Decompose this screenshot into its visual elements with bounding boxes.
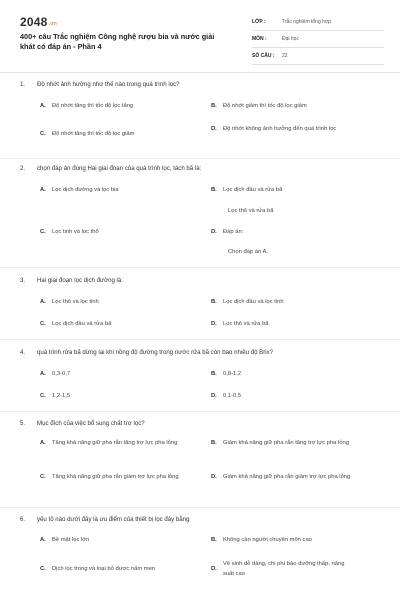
question-number: 1.: [20, 81, 26, 88]
option-text: Giảm khả năng giữ pha rắn giảm trợ lực pha lỏng: [223, 474, 351, 480]
answer-note: Chọn đáp án A.: [228, 249, 268, 255]
question-text: [20, 80, 380, 89]
option-a[interactable]: [40, 102, 182, 112]
option-c[interactable]: [40, 228, 182, 238]
option-letter: B.: [211, 103, 217, 109]
question-divider: [0, 267, 400, 268]
meta-value: 22: [282, 53, 288, 59]
option-text: 0,8-1,2: [223, 371, 242, 377]
option-text: Tăng khả năng giữ pha rắn tăng trợ lực pha lỏng: [52, 440, 178, 446]
option-c[interactable]: [40, 130, 182, 140]
question-number: 6.: [20, 516, 26, 523]
question-4: [0, 348, 400, 408]
option-c[interactable]: [40, 392, 182, 402]
question-prompt: quá trình rửa bã dừng lại khi nồng độ đường trong nước rửa bã còn bao nhiêu độ Brix?: [37, 349, 274, 356]
option-d[interactable]: [211, 228, 353, 238]
option-letter: A.: [40, 299, 46, 305]
option-letter: D.: [211, 565, 217, 572]
document-title: 400+ câu Trắc nghiệm Công nghệ rượu bia và nước giải khát có đáp án - Phần 4: [20, 32, 215, 51]
option-b[interactable]: [211, 439, 353, 449]
option-letter: D.: [211, 474, 217, 480]
option-text: Giảm khả năng giữ pha rắn tăng trợ lực pha lỏng: [223, 440, 349, 446]
option-c[interactable]: [40, 320, 182, 330]
option-letter: A.: [40, 371, 46, 377]
option-c[interactable]: [40, 473, 182, 483]
option-text: 1,2-1,5: [52, 393, 71, 399]
question-text: [20, 164, 380, 173]
option-d[interactable]: [211, 125, 353, 135]
question-6: [0, 515, 400, 595]
question-number: 3.: [20, 277, 26, 284]
meta-value: Trắc nghiệm tổng hợp: [282, 19, 331, 25]
option-text: Bề mặt lọc lớn: [52, 537, 90, 543]
option-text: Đáp án:: [223, 229, 244, 235]
meta-row-class: [252, 14, 384, 31]
question-text: [20, 515, 380, 524]
site-logo[interactable]: [20, 15, 57, 29]
option-d[interactable]: [211, 560, 353, 579]
option-letter: A.: [40, 187, 46, 193]
option-text: Lọc thô và rửa bã: [223, 321, 269, 327]
question-prompt: Độ nhớt ảnh hưởng như thế nào trong quá trình lọc?: [37, 81, 180, 88]
option-a[interactable]: [40, 370, 182, 380]
option-c[interactable]: [40, 565, 182, 575]
option-b-extra: Lọc thô và rửa bã: [228, 208, 274, 214]
question-text: [20, 276, 380, 285]
question-text: [20, 419, 380, 428]
question-divider: [0, 507, 400, 508]
option-text: 0,3-0,7: [52, 371, 71, 377]
option-letter: D.: [211, 126, 217, 132]
option-letter: B.: [211, 299, 217, 305]
option-a[interactable]: [40, 298, 182, 308]
option-letter: D.: [211, 321, 217, 327]
option-a[interactable]: [40, 186, 182, 196]
question-5: [0, 419, 400, 504]
option-a[interactable]: [40, 439, 182, 449]
option-letter: B.: [211, 371, 217, 377]
page-header: [0, 0, 400, 73]
option-text: 0,1-0,5: [223, 393, 242, 399]
option-letter: C.: [40, 474, 46, 480]
option-letter: B.: [211, 537, 217, 543]
question-prompt: Hai giai đoạn lọc dịch đường là:: [37, 277, 123, 284]
option-letter: C.: [40, 229, 46, 235]
document-meta: [252, 14, 384, 65]
logo-text: 2048: [20, 15, 48, 29]
option-b[interactable]: [211, 186, 353, 196]
option-text: Lọc dịch đường và lọc bia: [52, 187, 119, 193]
option-text: Độ nhớt không ảnh hưởng đến quá trình lọc: [223, 126, 337, 132]
option-letter: C.: [40, 131, 46, 137]
question-number: 5.: [20, 420, 26, 427]
option-b[interactable]: [211, 102, 353, 112]
option-letter: A.: [40, 537, 46, 543]
question-divider: [0, 158, 400, 159]
logo-suffix: .vn: [48, 21, 58, 27]
option-text: Lọc dịch đầu và rửa bã: [52, 321, 112, 327]
option-text: Độ nhớt giảm thì tốc độ lọc giảm: [223, 103, 307, 109]
meta-value: Đại học: [282, 36, 299, 42]
question-3: [0, 276, 400, 336]
option-letter: D.: [211, 393, 217, 399]
meta-label: LỚP :: [252, 19, 266, 25]
option-b[interactable]: [211, 536, 353, 546]
option-text: Không cần người chuyên môn cao: [223, 537, 312, 543]
question-2: [0, 164, 400, 269]
option-letter: B.: [211, 440, 217, 446]
meta-row-subject: [252, 31, 384, 48]
option-text: Lọc thô và lọc tinh: [52, 299, 99, 305]
question-prompt: chọn đáp án đúng Hai giai đoạn của quá trình lọc, tách bã là:: [37, 165, 202, 172]
option-text: Lọc dịch đầu và lọc tinh: [223, 299, 284, 305]
question-divider: [0, 339, 400, 340]
option-text: Tăng khả năng giữ pha rắn giảm trợ lực pha lỏng: [52, 474, 179, 480]
option-text: Độ nhớt tăng thì tốc độ lọc giảm: [52, 131, 135, 137]
question-number: 4.: [20, 349, 26, 356]
option-letter: C.: [40, 321, 46, 327]
meta-label: MÔN :: [252, 36, 267, 42]
option-d[interactable]: [211, 320, 353, 330]
meta-label: SỐ CÂU :: [252, 53, 275, 59]
option-d[interactable]: [211, 473, 353, 483]
question-1: [0, 80, 400, 155]
question-prompt: yếu tố nào dưới đây là ưu điểm của thiết bị lọc đáy bằng: [37, 516, 190, 523]
option-letter: C.: [40, 566, 46, 572]
option-text: Lọc dịch đầu và rửa bã: [223, 187, 283, 193]
option-b[interactable]: [211, 370, 353, 380]
question-prompt: Mục đích của việc bổ sung chất trợ lọc?: [37, 420, 145, 427]
option-letter: B.: [211, 187, 217, 193]
option-d[interactable]: [211, 392, 353, 402]
meta-row-count: [252, 48, 384, 65]
option-b[interactable]: [211, 298, 353, 308]
option-text: Vệ sinh dễ dàng, chi phí bảo dưỡng thấp, năng suất cao: [223, 561, 345, 577]
question-divider: [0, 411, 400, 412]
question-text: [20, 348, 380, 357]
option-text: Dịch lọc trong và loại bỏ được nấm men: [52, 566, 156, 572]
option-a[interactable]: [40, 536, 182, 546]
question-number: 2.: [20, 165, 26, 172]
option-letter: A.: [40, 103, 46, 109]
option-text: Lọc tinh và lọc thô: [52, 229, 99, 235]
option-letter: C.: [40, 393, 46, 399]
option-text: Độ nhớt tăng thì tốc độ lọc tăng: [52, 103, 134, 109]
option-letter: A.: [40, 440, 46, 446]
option-letter: D.: [211, 229, 217, 235]
